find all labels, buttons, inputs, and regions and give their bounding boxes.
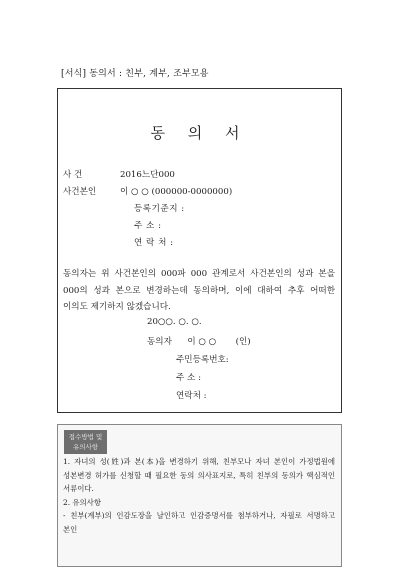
- signer-address-label: 주 소 :: [176, 373, 201, 383]
- signer-label: 동의자: [147, 337, 172, 347]
- signer-row: [147, 335, 251, 347]
- principal-value: 이 ○ ○ (000000-0000000): [120, 187, 233, 197]
- case-label: 사 건: [63, 170, 83, 180]
- form-title: 동 의 서: [150, 124, 249, 142]
- notes-item-1: 1. 자녀의 성(姓)과 본(本)을 변경하기 위해, 친부모나 자녀 본인이 가정법원에 성본변경 허가를 신청할 때 필요한 동의 의사표지로, 특히 친부의 동의가 핵심적인 서류이다.: [63, 457, 335, 493]
- address-label: 주 소 :: [134, 221, 162, 231]
- sign-date: 20○○. ○. ○.: [147, 317, 202, 327]
- consent-statement: 동의자는 위 사건본인의 000파 000 관계로서 사건본인의 성과 본을 000의 성과 본으로 변경하는데 동의하며, 이에 대하여 추후 어떠한 이의도 제기하지 않겠습니다.: [63, 269, 335, 312]
- contact-label: 연 락 처 :: [134, 238, 174, 248]
- notes-tab-line1: 접수방법 및: [68, 433, 103, 441]
- seal-mark: (인): [235, 337, 251, 347]
- principal-label: 사건본인: [63, 187, 97, 197]
- notes-tab-line2: 유의사항: [72, 443, 99, 451]
- form-header: [서식] 동의서 : 친부, 계부, 조부모용: [61, 69, 209, 79]
- resident-number-label: 주민등록번호:: [176, 355, 229, 365]
- case-value: 2016느단000: [120, 170, 175, 180]
- notes-tab: [64, 430, 107, 454]
- notes-item-3: - 친부(계부)의 인감도장을 날인하고 인감증명서를 첨부하거나, 자필로 서명하고 본인: [63, 511, 335, 534]
- signer-name: 이 ○ ○: [187, 337, 217, 347]
- notes-item-2: 2. 유의사항: [63, 497, 101, 507]
- registry-label: 등록기준지 :: [134, 204, 185, 214]
- signer-contact-label: 연락처 :: [176, 391, 207, 401]
- consent-form: [57, 88, 342, 413]
- notes-text: [63, 455, 335, 536]
- notes-box: [57, 424, 342, 567]
